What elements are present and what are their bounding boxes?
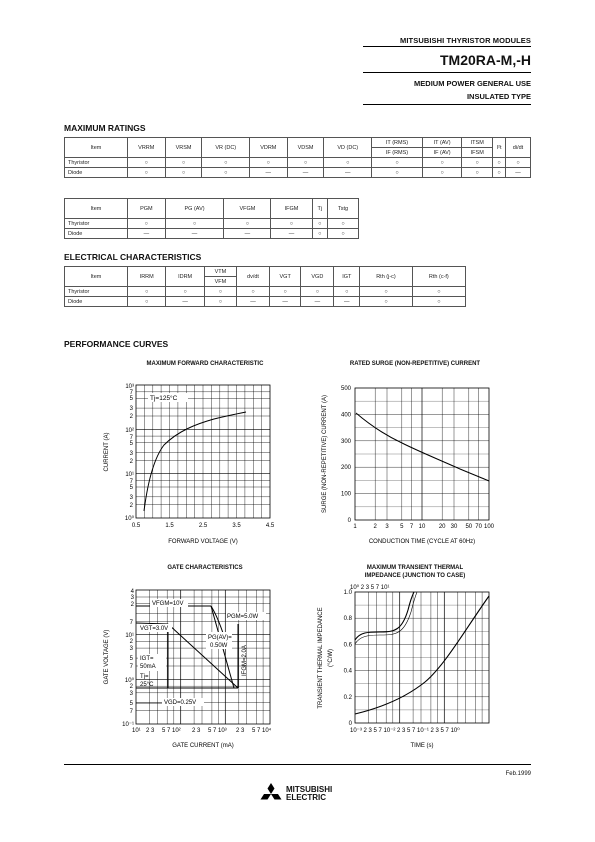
svg-text:10⁻¹: 10⁻¹ xyxy=(122,722,134,728)
svg-text:100: 100 xyxy=(483,524,495,530)
gate-ratings-table xyxy=(64,198,359,239)
cell: — xyxy=(224,229,271,239)
cell: — xyxy=(301,297,334,307)
col-i2t: I²t xyxy=(493,138,506,158)
table-row xyxy=(65,297,466,307)
svg-text:200: 200 xyxy=(340,465,351,472)
cell: ○ xyxy=(422,168,461,178)
cell: ○ xyxy=(165,158,202,168)
svg-text:Tj=: Tj= xyxy=(140,674,149,680)
svg-text:7: 7 xyxy=(129,709,133,715)
chart4-title-2: IMPEDANCE (JUNCTION TO CASE) xyxy=(364,573,466,579)
table-row xyxy=(65,168,531,178)
svg-text:0: 0 xyxy=(347,518,351,524)
svg-text:7: 7 xyxy=(129,390,133,396)
cell: ○ xyxy=(204,287,236,297)
chart3-y-ticks xyxy=(122,589,135,728)
svg-text:VGD=0.25V: VGD=0.25V xyxy=(164,700,197,706)
cell: — xyxy=(166,297,204,307)
item-header: Item xyxy=(65,199,128,219)
svg-text:5 7 10³: 5 7 10³ xyxy=(208,728,227,734)
header-rule-2 xyxy=(363,72,531,73)
chart3-x-ticks xyxy=(132,727,272,734)
chart-forward-characteristic xyxy=(96,380,286,550)
max-ratings-table xyxy=(64,137,531,178)
chart2-title: RATED SURGE (NON-REPETITIVE) CURRENT xyxy=(349,361,481,367)
chart2-xlabel: CONDUCTION TIME (CYCLE AT 60Hz) xyxy=(368,539,476,545)
chart4-top-ticks: 10⁰ 2 3 5 7 10¹ xyxy=(350,585,390,591)
col-ifav: IF (AV) xyxy=(422,148,461,158)
svg-text:2 3: 2 3 xyxy=(146,728,155,734)
cell: ○ xyxy=(493,168,506,178)
table-row xyxy=(65,158,531,168)
col-vrrm: VRRM xyxy=(128,138,166,158)
svg-text:10⁰: 10⁰ xyxy=(124,678,134,684)
cell: ○ xyxy=(128,168,166,178)
svg-text:3: 3 xyxy=(129,406,133,412)
chart3-xlabel: GATE CURRENT (mA) xyxy=(172,743,234,749)
svg-text:2: 2 xyxy=(129,684,133,690)
svg-text:5 7 10⁴: 5 7 10⁴ xyxy=(252,728,272,734)
svg-text:0.6: 0.6 xyxy=(343,642,352,649)
svg-text:50mA: 50mA xyxy=(140,664,156,670)
svg-text:7: 7 xyxy=(129,435,133,441)
cell: ○ xyxy=(165,168,202,178)
subtitle-use: MEDIUM POWER GENERAL USE xyxy=(414,79,531,88)
svg-text:50: 50 xyxy=(465,524,473,530)
col-vdsm: VDSM xyxy=(287,138,324,158)
col-tj: Tj xyxy=(312,199,328,219)
cell: ○ xyxy=(224,219,271,229)
cell: ○ xyxy=(237,287,270,297)
chart1-grid xyxy=(136,385,270,518)
col-pgav: PG (AV) xyxy=(165,199,224,219)
col-vgd: VGD xyxy=(301,267,334,287)
company-header: MITSUBISHI THYRISTOR MODULES xyxy=(400,36,531,45)
cell: ○ xyxy=(372,168,423,178)
cell: ○ xyxy=(360,297,412,307)
cell: ○ xyxy=(269,287,300,297)
table-row xyxy=(65,287,466,297)
row-label: Thyristor xyxy=(65,287,128,297)
chart2-curve xyxy=(356,413,489,481)
cell: ○ xyxy=(128,297,166,307)
svg-text:5: 5 xyxy=(129,441,133,447)
row-label: Thyristor xyxy=(65,219,128,229)
col-rthcf: Rth (c-f) xyxy=(412,267,465,287)
chart1-title: MAXIMUM FORWARD CHARACTERISTIC xyxy=(146,361,264,367)
svg-text:25°C: 25°C xyxy=(140,682,154,688)
svg-text:PG(AV)=: PG(AV)= xyxy=(208,635,232,641)
row-label: Diode xyxy=(65,229,128,239)
chart1-xlabel: FORWARD VOLTAGE (V) xyxy=(168,539,238,545)
chart2-ylabel: SURGE (NON-REPETITIVE) CURRENT (A) xyxy=(322,395,328,513)
three-diamonds-icon xyxy=(259,783,283,805)
svg-text:1: 1 xyxy=(353,524,357,530)
svg-text:3: 3 xyxy=(129,451,133,457)
chart-thermal-impedance xyxy=(310,580,505,754)
item-header: Item xyxy=(65,267,128,287)
chart1-ylabel: CURRENT (A) xyxy=(104,432,110,472)
col-itrms: IT (RMS) xyxy=(372,138,423,148)
col-igt: IGT xyxy=(334,267,360,287)
header-rule xyxy=(363,46,531,47)
cell: ○ xyxy=(250,158,288,168)
cell: ○ xyxy=(312,219,328,229)
svg-text:2: 2 xyxy=(129,459,133,465)
cell: ○ xyxy=(287,158,324,168)
cell: ○ xyxy=(506,158,531,168)
cell: ○ xyxy=(328,229,359,239)
svg-text:70: 70 xyxy=(475,524,482,530)
svg-text:1.5: 1.5 xyxy=(165,523,174,529)
cell: — xyxy=(269,297,300,307)
svg-text:3.5: 3.5 xyxy=(232,523,241,529)
col-didt: di/dt xyxy=(506,138,531,158)
chart4-xlabel: TIME (s) xyxy=(410,743,434,749)
svg-text:IGT=: IGT= xyxy=(140,656,154,662)
svg-text:2: 2 xyxy=(129,414,133,420)
svg-text:2 3: 2 3 xyxy=(236,728,245,734)
subtitle-type: INSULATED TYPE xyxy=(466,92,531,101)
col-pgm: PGM xyxy=(128,199,166,219)
svg-text:2: 2 xyxy=(373,524,377,530)
svg-text:100: 100 xyxy=(340,491,351,498)
brand-line1: MITSUBISHI xyxy=(286,785,333,794)
chart1-x-ticks xyxy=(132,523,275,529)
svg-text:5: 5 xyxy=(129,701,133,707)
svg-text:20: 20 xyxy=(438,524,446,530)
svg-text:5: 5 xyxy=(129,396,133,402)
svg-text:2: 2 xyxy=(129,639,133,645)
svg-text:3: 3 xyxy=(385,524,389,530)
item-header: Item xyxy=(65,138,128,158)
chart4-x-ticks: 10⁻³ 2 3 5 7 10⁻² 2 3 5 7 10⁻¹ 2 3 5 7 10⁰ xyxy=(350,728,460,734)
svg-text:10¹: 10¹ xyxy=(125,472,134,478)
cell: ○ xyxy=(202,168,250,178)
svg-text:0.2: 0.2 xyxy=(343,694,352,701)
cell: ○ xyxy=(128,158,166,168)
header-rule-3 xyxy=(363,104,531,105)
cell: ○ xyxy=(360,287,412,297)
svg-text:0.8: 0.8 xyxy=(343,616,352,623)
svg-text:5: 5 xyxy=(129,656,133,662)
cell: ○ xyxy=(301,287,334,297)
col-irrm: IRRM xyxy=(128,267,166,287)
col-vtm: VTM xyxy=(204,267,236,277)
svg-text:VGT=3.0V: VGT=3.0V xyxy=(140,626,169,632)
svg-text:1.0: 1.0 xyxy=(343,590,352,596)
cell: — xyxy=(128,229,166,239)
row-label: Diode xyxy=(65,168,128,178)
col-vgt: VGT xyxy=(269,267,300,287)
svg-text:2: 2 xyxy=(129,503,133,509)
svg-text:0: 0 xyxy=(348,721,352,727)
svg-text:5: 5 xyxy=(129,485,133,491)
svg-text:7: 7 xyxy=(129,664,133,670)
col-tstg: Tstg xyxy=(328,199,359,219)
col-vrdc: VR (DC) xyxy=(202,138,250,158)
cell: — xyxy=(271,229,312,239)
cell: ○ xyxy=(128,287,166,297)
svg-text:10³: 10³ xyxy=(125,384,134,390)
chart-rated-surge xyxy=(310,380,505,550)
chart2-x-ticks xyxy=(353,524,494,530)
svg-text:IFGM=2.0A: IFGM=2.0A xyxy=(242,645,248,676)
cell: ○ xyxy=(412,287,465,297)
svg-text:3: 3 xyxy=(130,595,134,601)
svg-text:30: 30 xyxy=(450,524,458,530)
section-performance: PERFORMANCE CURVES xyxy=(64,339,169,349)
cell: — xyxy=(237,297,270,307)
chart1-y-ticks xyxy=(125,384,135,522)
svg-text:10¹: 10¹ xyxy=(132,728,141,734)
section-max-ratings: MAXIMUM RATINGS xyxy=(64,123,146,133)
cell: ○ xyxy=(165,219,224,229)
cell: ○ xyxy=(202,158,250,168)
model-number: TM20RA-M,-H xyxy=(440,52,531,68)
svg-text:4: 4 xyxy=(130,589,134,595)
row-label: Thyristor xyxy=(65,158,128,168)
svg-text:10: 10 xyxy=(418,524,426,530)
chart4-ylabel: TRANSIENT THERMAL IMPEDANCE xyxy=(318,607,324,709)
svg-text:VFGM=10V: VFGM=10V xyxy=(152,601,184,607)
col-dvdt: dv/dt xyxy=(237,267,270,287)
svg-text:10¹: 10¹ xyxy=(125,633,134,639)
cell: ○ xyxy=(493,158,506,168)
cell: ○ xyxy=(312,229,328,239)
svg-text:0.5: 0.5 xyxy=(131,523,141,529)
cell: — xyxy=(165,229,224,239)
col-vrsm: VRSM xyxy=(165,138,202,158)
cell: ○ xyxy=(271,219,312,229)
mitsubishi-logo xyxy=(259,783,339,807)
electrical-table xyxy=(64,266,466,307)
chart4-y-ticks xyxy=(344,590,353,727)
cell: ○ xyxy=(412,297,465,307)
svg-text:2 3: 2 3 xyxy=(192,728,201,734)
cell: — xyxy=(506,168,531,178)
chart3-title: GATE CHARACTERISTICS xyxy=(167,565,243,571)
chart4-grid xyxy=(355,592,489,723)
table-row xyxy=(65,229,359,239)
svg-text:3: 3 xyxy=(129,646,133,652)
cell: ○ xyxy=(204,297,236,307)
cell: ○ xyxy=(422,158,461,168)
svg-text:300: 300 xyxy=(340,438,351,445)
svg-text:7: 7 xyxy=(129,620,133,626)
svg-text:7: 7 xyxy=(129,479,133,485)
row-label: Diode xyxy=(65,297,128,307)
svg-text:5: 5 xyxy=(400,524,404,530)
table-row xyxy=(65,219,359,229)
col-vfgm: VFGM xyxy=(224,199,271,219)
col-itsm: ITSM xyxy=(462,138,493,148)
svg-text:10⁰: 10⁰ xyxy=(124,516,134,522)
chart-gate-characteristics xyxy=(96,584,291,754)
svg-text:0.50W: 0.50W xyxy=(210,643,228,649)
svg-text:3: 3 xyxy=(129,691,133,697)
col-itav: IT (AV) xyxy=(422,138,461,148)
chart4-curve-top xyxy=(355,592,414,640)
chart3-ylabel: GATE VOLTAGE (V) xyxy=(104,629,110,685)
cell: — xyxy=(250,168,288,178)
cell: — xyxy=(324,168,372,178)
cell: ○ xyxy=(166,287,204,297)
footer-date: Feb.1999 xyxy=(505,771,531,777)
cell: ○ xyxy=(128,219,166,229)
section-electrical: ELECTRICAL CHARACTERISTICS xyxy=(64,252,202,262)
svg-text:PGM=5.0W: PGM=5.0W xyxy=(227,614,259,620)
chart1-curve xyxy=(144,412,246,511)
svg-text:7: 7 xyxy=(409,524,414,530)
cell: ○ xyxy=(328,219,359,229)
cell: ○ xyxy=(372,158,423,168)
chart4-title: MAXIMUM TRANSIENT THERMAL xyxy=(366,565,464,571)
svg-text:2: 2 xyxy=(130,602,134,608)
cell: ○ xyxy=(324,158,372,168)
chart4-curve-main xyxy=(355,596,489,714)
chart2-y-ticks xyxy=(341,386,352,524)
chart1-annotation: Tj=125°C xyxy=(150,395,178,402)
col-ifrms: IF (RMS) xyxy=(372,148,423,158)
svg-text:2.5: 2.5 xyxy=(198,523,208,529)
col-idrm: IDRM xyxy=(166,267,204,287)
svg-text:500: 500 xyxy=(340,386,351,392)
svg-text:5 7 10²: 5 7 10² xyxy=(162,728,181,734)
svg-text:3: 3 xyxy=(129,495,133,501)
chart2-grid xyxy=(355,388,489,520)
svg-text:0.4: 0.4 xyxy=(343,668,352,675)
cell: ○ xyxy=(462,168,493,178)
cell: ○ xyxy=(334,287,360,297)
cell: — xyxy=(334,297,360,307)
svg-text:400: 400 xyxy=(340,412,351,419)
svg-text:4.5: 4.5 xyxy=(265,523,275,529)
col-vdrm: VDRM xyxy=(250,138,288,158)
col-vddc: VD (DC) xyxy=(324,138,372,158)
cell: — xyxy=(287,168,324,178)
col-vfm: VFM xyxy=(204,277,236,287)
brand-line2: ELECTRIC xyxy=(286,793,326,802)
footer-rule xyxy=(64,764,531,765)
col-ifgm: IFGM xyxy=(271,199,312,219)
col-rthjc: Rth (j-c) xyxy=(360,267,412,287)
chart4-yunit: (°C/W) xyxy=(328,648,334,668)
cell: ○ xyxy=(462,158,493,168)
svg-text:10²: 10² xyxy=(125,428,134,434)
col-ifsm: IFSM xyxy=(462,148,493,158)
